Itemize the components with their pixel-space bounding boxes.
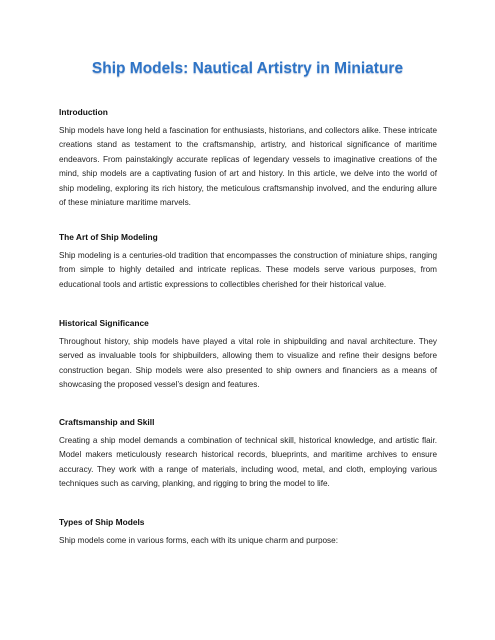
section-paragraph: Creating a ship model demands a combination of technical skill, historical knowledge, and artistic flair. Model makers meticulously research historical records, blueprints, and maritime archives to ensure accuracy. They work with a range of materials, including wood, metal, and cloth, employing various techniques such as carving, planking, and rigging to bring the model to life. bbox=[59, 436, 437, 489]
section-heading: Types of Ship Models bbox=[59, 517, 145, 527]
section-paragraph: Throughout history, ship models have played a vital role in shipbuilding and naval architecture. They served as invaluable tools for shipbuilders, allowing them to visualize and refine their designs before construction began. Ship models were also presented to ship owners and financiers as a means of showcasing the proposed vessel’s design and features. bbox=[59, 337, 437, 390]
section-paragraph: Ship modeling is a centuries-old tradition that encompasses the construction of miniature ships, ranging from simple to highly detailed and intricate replicas. These models serve various purposes, from educational tools and artistic expressions to collectibles cherished for their historical value. bbox=[59, 251, 437, 289]
section-types-of-ship-models bbox=[59, 517, 437, 548]
section-heading: Introduction bbox=[59, 107, 108, 117]
section-art-of-ship-modeling bbox=[59, 232, 437, 292]
section-historical-significance bbox=[59, 318, 437, 393]
section-heading: The Art of Ship Modeling bbox=[59, 232, 158, 242]
section-heading: Historical Significance bbox=[59, 318, 149, 328]
section-heading: Craftsmanship and Skill bbox=[59, 417, 155, 427]
section-paragraph: Ship models come in various forms, each with its unique charm and purpose: bbox=[59, 536, 338, 545]
section-craftsmanship-and-skill bbox=[59, 417, 437, 492]
section-paragraph: Ship models have long held a fascination for enthusiasts, historians, and collectors alike. These intricate creations stand as testament to the craftsmanship, artistry, and historical significance of maritime endeavors. From painstakingly accurate replicas of legendary vessels to imaginative creations of the mind, ship models are a captivating fusion of art and history. In this article, we delve into the world of ship modeling, exploring its rich history, the meticulous craftsmanship involved, and the enduring allure of these miniature maritime marvels. bbox=[59, 126, 437, 208]
section-introduction bbox=[59, 107, 437, 210]
document-title: Ship Models: Nautical Artistry in Miniature bbox=[91, 60, 404, 77]
